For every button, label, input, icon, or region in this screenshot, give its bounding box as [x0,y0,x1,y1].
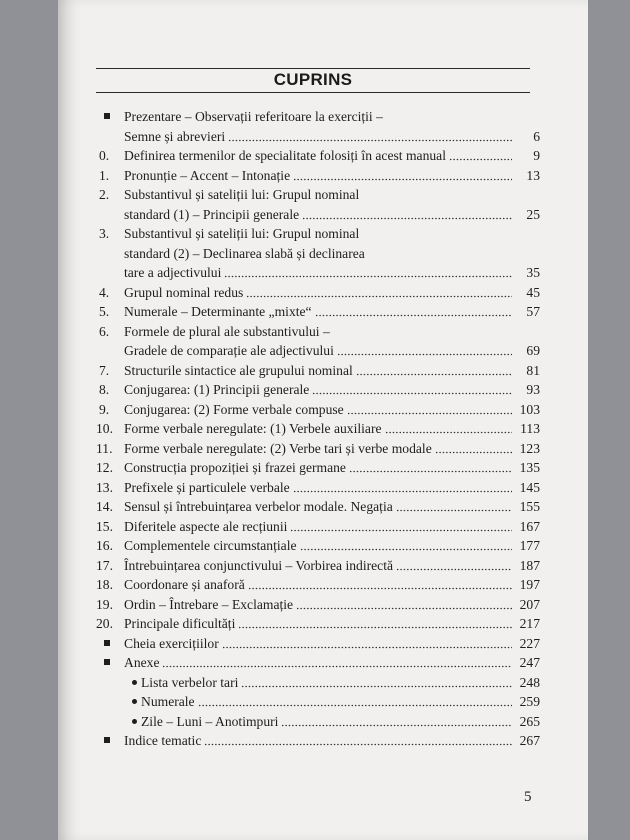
toc-entry-text: Structurile sintactice ale grupului nominal [124,362,353,378]
chapter-number: 13. [96,479,113,495]
chapter-number: 3. [99,226,110,241]
toc-entry-text: standard (2) – Declinarea slabă și declinarea [124,245,365,261]
toc-line [0,614,630,633]
dot-leader [296,595,512,614]
dot-leader [449,146,512,165]
chapter-number: 18. [96,577,113,592]
dot-leader [246,283,512,302]
toc-page-number: 69 [526,343,540,358]
toc-entry-text: Prefixele și particulele verbale [124,479,290,495]
toc-page-number: 35 [526,265,540,280]
toc-line [0,556,630,575]
chapter-number: 6. [99,323,110,339]
dot-leader [204,731,512,750]
toc-line [0,595,630,614]
toc-page-number: 81 [526,362,540,378]
toc-page-number: 265 [519,713,540,729]
toc-line [0,224,630,243]
toc-page-number: 259 [519,694,540,709]
toc-entry-text: Indice tematic [124,733,202,748]
dot-leader [347,400,512,419]
toc-line [0,263,630,282]
dot-leader [248,575,512,594]
chapter-number: 2. [99,187,110,202]
dot-leader [396,556,512,575]
page-number: 5 [524,789,532,805]
toc-page-number: 167 [519,518,540,534]
toc-page-number: 6 [533,128,540,144]
toc-entry-text: Zile – Luni – Anotimpuri [132,712,278,731]
chapter-number: 7. [99,362,110,378]
dot-leader [290,517,512,536]
chapter-number: 0. [99,148,110,163]
toc-entry-text: Anexe [124,655,160,670]
dot-leader [396,497,512,516]
toc-entry-text: Ordin – Întrebare – Exclamație [124,596,294,612]
toc-entry-text: Semne și abrevieri [124,128,226,144]
toc-line [0,283,630,302]
dot-leader [315,302,512,321]
round-bullet-icon [132,719,137,724]
toc-page-number: 177 [519,538,540,553]
chapter-number: 5. [99,304,110,319]
toc-entry-text: Lista verbelor tari [132,673,238,692]
toc-line [0,205,630,224]
toc-entry-text: Construcția propoziției și frazei germane [124,460,346,475]
dot-leader [241,673,512,692]
toc-entry-text: Numerale [132,692,195,711]
toc-line [0,536,630,555]
toc-page-number: 248 [519,674,540,690]
dot-leader [300,536,512,555]
toc-line [0,380,630,399]
toc-line [0,692,630,711]
toc-entry-text: Diferitele aspecte ale recțiunii [124,518,288,534]
toc-line [0,185,630,204]
toc-line [0,244,630,263]
toc-entry-text: Gradele de comparație ale adjectivului [124,343,334,358]
toc-line [0,653,630,672]
toc-line [0,673,630,692]
toc-entry-text: Substantivul și sateliții lui: Grupul nominal [124,187,360,202]
dot-leader [281,712,512,731]
toc-line [0,322,630,341]
toc-entry-text: Conjugarea: (2) Forme verbale compuse [124,401,344,417]
toc-entry-text: Formele de plural ale substantivului – [124,323,330,339]
toc-entry-text: Sensul și întrebuințarea verbelor modale. Negația [124,499,393,514]
title-rule-bottom [96,92,530,93]
toc-line [0,127,630,146]
toc-entry-text: Complementele circumstanțiale [124,538,297,553]
toc-entry-text: Definirea termenilor de specialitate folosiți în acest manual [124,148,446,163]
round-bullet-icon [132,699,137,704]
dot-leader [238,614,512,633]
square-bullet-icon [104,113,110,119]
toc-line [0,400,630,419]
chapter-number: 12. [96,460,113,475]
dot-leader [435,439,512,458]
toc-entry-text: Prezentare – Observații referitoare la exerciții – [124,109,383,124]
toc-line [0,478,630,497]
toc-page-number: 197 [519,577,540,592]
square-bullet-icon [104,659,110,665]
toc-line [0,517,630,536]
toc-line [0,731,630,750]
toc-page-number: 267 [519,733,540,748]
toc-page-number: 103 [519,401,540,417]
toc-entry-text: Forme verbale neregulate: (2) Verbe tari și verbe modale [124,440,432,456]
toc-entry-text: Coordonare și anaforă [124,577,245,592]
dot-leader [222,634,512,653]
toc-entry-text: Principale dificultăți [124,616,236,631]
chapter-number: 16. [96,538,113,553]
toc-line [0,361,630,380]
round-bullet-icon [132,680,137,685]
toc-entry-text: Forme verbale neregulate: (1) Verbele auxiliare [124,421,382,436]
toc-entry-text: Grupul nominal redus [124,284,244,300]
dot-leader [293,478,512,497]
toc-page-number: 113 [520,421,540,436]
chapter-number: 14. [96,499,113,514]
dot-leader [356,361,512,380]
chapter-number: 1. [99,167,110,183]
toc-page-number: 123 [519,440,540,456]
toc-page-number: 187 [519,557,540,573]
toc-line [0,439,630,458]
toc-page-number: 247 [519,655,540,670]
toc-page-number: 57 [526,304,540,319]
dot-leader [293,166,512,185]
toc-entry-text: tare a adjectivului [124,265,222,280]
toc-page-number: 13 [526,167,540,183]
dot-leader [162,653,512,672]
toc-line [0,497,630,516]
toc-page-number: 9 [533,148,540,163]
chapter-number: 4. [99,284,110,300]
dot-leader [198,692,512,711]
chapter-number: 9. [99,401,110,417]
chapter-number: 8. [99,382,110,397]
chapter-number: 15. [96,518,113,534]
toc-line [0,575,630,594]
dot-leader [302,205,512,224]
square-bullet-icon [104,737,110,743]
chapter-number: 10. [96,421,113,436]
toc-line [0,107,630,126]
toc-entry-text: Substantivul și sateliții lui: Grupul nominal [124,226,360,241]
toc-entry-text: Numerale – Determinante „mixte“ [124,304,312,319]
toc-entry-text: Pronunție – Accent – Intonație [124,167,291,183]
toc-page-number: 155 [519,499,540,514]
dot-leader [349,458,512,477]
toc-entry-text: Conjugarea: (1) Principii generale [124,382,310,397]
toc-line [0,634,630,653]
page-title: CUPRINS [273,70,353,89]
toc-line [0,341,630,360]
toc-entry-text: standard (1) – Principii generale [124,206,300,222]
toc-entry-text: Întrebuințarea conjunctivului – Vorbirea indirectă [124,557,394,573]
chapter-number: 19. [96,596,113,612]
toc-line [0,712,630,731]
toc-page-number: 135 [519,460,540,475]
toc-entry-text: Cheia exercițiilor [124,635,219,651]
toc-page-number: 45 [526,284,540,300]
toc-page-number: 207 [519,596,540,612]
toc-line [0,419,630,438]
toc-line [0,302,630,321]
dot-leader [228,127,512,146]
toc-page-number: 227 [519,635,540,651]
toc-line [0,146,630,165]
chapter-number: 20. [96,616,113,631]
chapter-number: 11. [96,440,113,456]
square-bullet-icon [104,640,110,646]
dot-leader [312,380,512,399]
toc-line [0,166,630,185]
dot-leader [337,341,512,360]
toc-page-number: 217 [519,616,540,631]
toc-page-number: 93 [526,382,540,397]
dot-leader [224,263,512,282]
toc-page-number: 145 [519,479,540,495]
chapter-number: 17. [96,557,113,573]
toc-line [0,458,630,477]
toc-page-number: 25 [526,206,540,222]
dot-leader [385,419,512,438]
